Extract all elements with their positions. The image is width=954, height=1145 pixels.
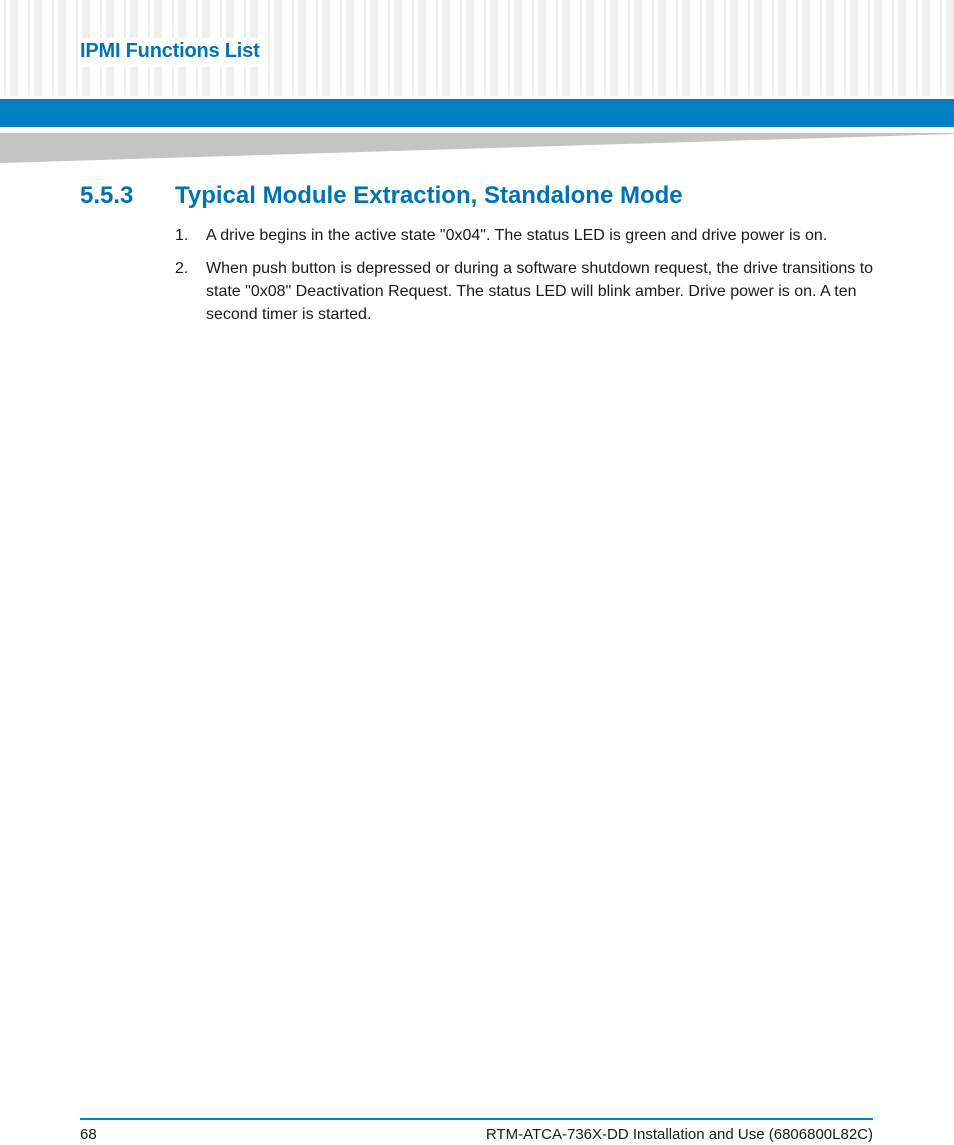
header-grey-wedge <box>0 133 954 163</box>
list-item <box>175 224 875 247</box>
footer-rule <box>80 1118 873 1120</box>
list-item-marker: 1. <box>175 227 189 244</box>
list-item-text: When push button is depressed or during a software shutdown request, the drive transitions to state "0x08" Deactivation Request. The status LED will blink amber. Drive power is on. A ten second timer is started. <box>206 260 874 323</box>
header-blue-bar <box>0 99 954 127</box>
list-item-marker: 2. <box>175 260 189 277</box>
section-title: Typical Module Extraction, Standalone Mode <box>175 182 683 209</box>
section-heading <box>80 182 683 210</box>
section-number: 5.5.3 <box>80 182 134 209</box>
document-title: RTM-ATCA-736X-DD Installation and Use (6806800L82C) <box>485 1126 873 1143</box>
page-number: 68 <box>80 1126 97 1143</box>
running-title: IPMI Functions List <box>80 38 266 67</box>
list-item <box>175 257 875 327</box>
list-item-text: A drive begins in the active state "0x04". The status LED is green and drive power is on. <box>206 227 828 244</box>
